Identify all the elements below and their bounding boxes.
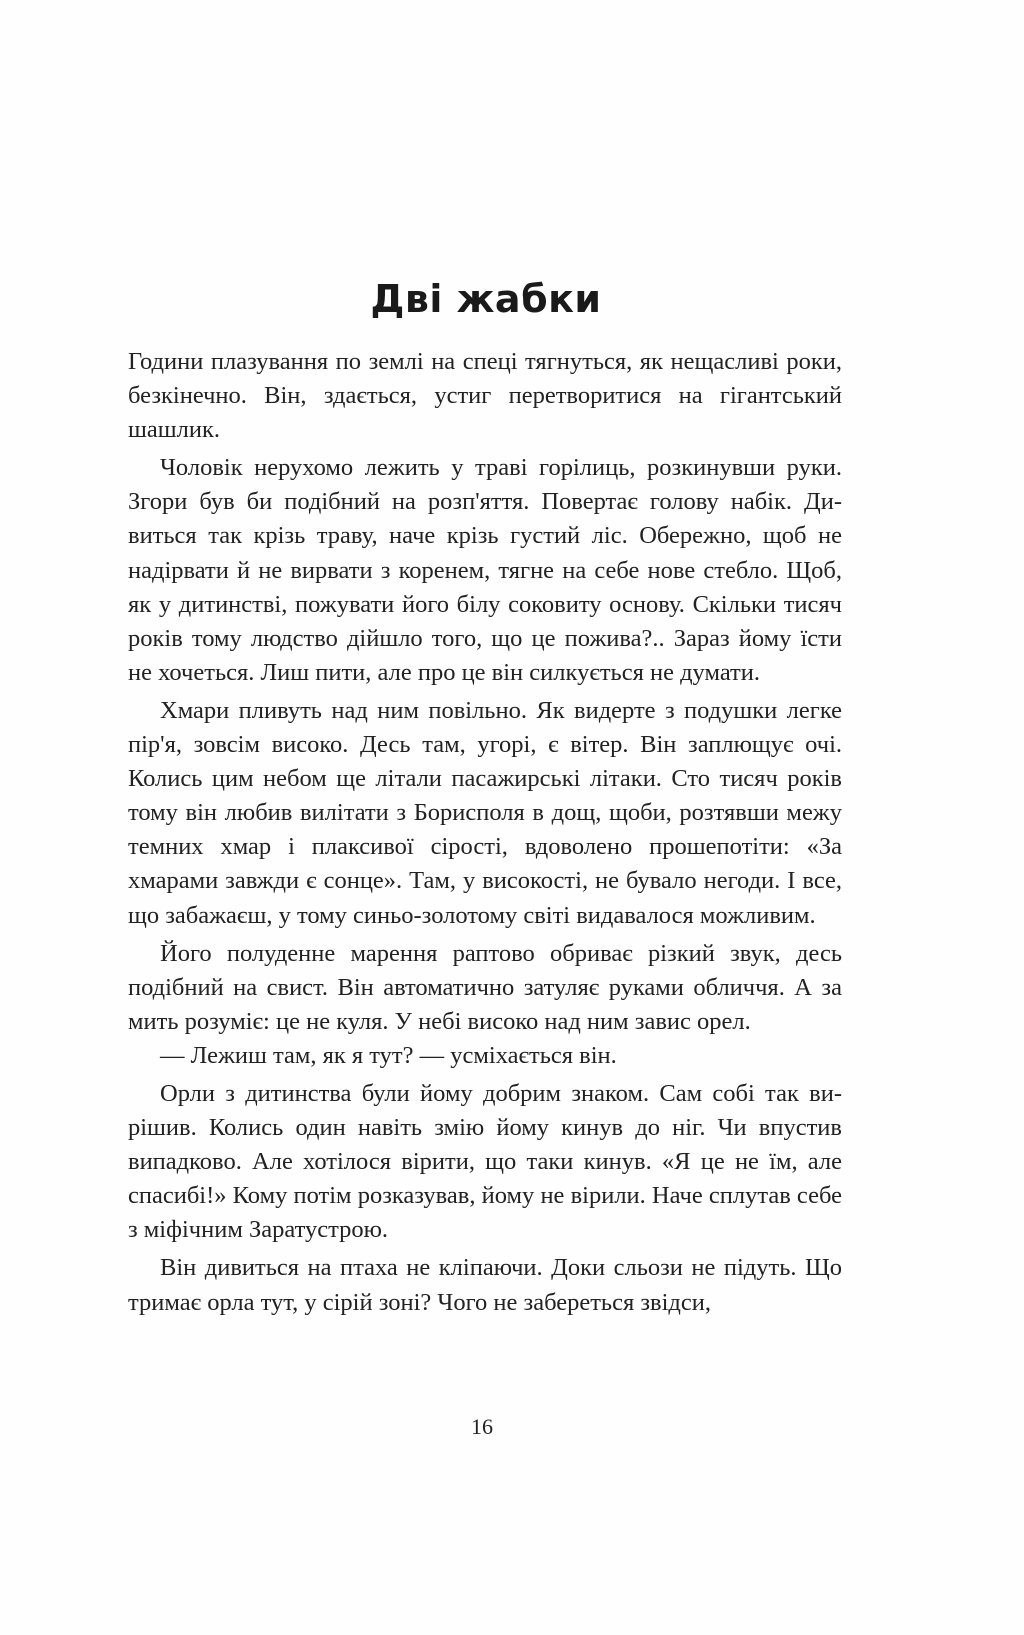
paragraph: Чоловік нерухомо лежить у траві горілиць, розкинувши руки. Згори був би подібний на розп'яття. Повертає голову набік. Дивиться так крізь траву, наче крізь густий ліс. Обережно, щоб не надірвати й не вирвати з коренем, тягне на себе нове стебло. Щоб, як у дитинстві, пожувати його білу соковиту основу. Скільки тисяч років тому людство дійшло того, що це пожива?.. Зараз йому їсти не хочеться. Лиш пити, але про це він силкується не думати. [128, 454, 842, 686]
page-number: 16 [471, 1414, 493, 1439]
chapter-body [128, 345, 842, 1320]
chapter-title: Дві жабки [370, 277, 602, 322]
paragraph: Він дивиться на птаха не кліпаючи. Доки сльози не підуть. Що тримає орла тут, у сірій зоні? Чого не забереться звідси, [128, 1254, 842, 1316]
paragraph: Хмари пливуть над ним повільно. Як видерте з подушки легке пір'я, зовсім високо. Десь там, угорі, є вітер. Він заплющує очі. Колись цим небом ще літали пасажирські літаки. Сто тисяч років тому він любив вилітати з Борисполя в дощ, щоби, розтявши межу темних хмар і плаксивої сірості, вдоволено прошепотіти: «За хмарами завжди є сонце». Там, у високості, не бувало негоди. І все, що забажаєш, у тому синьо-золотому світі видавалося можливим. [128, 696, 842, 929]
paragraph: Години плазування по землі на спеці тягнуться, як нещасливі роки, безкінечно. Він, здається, устиг перетворитися на гігантський шашлик. [128, 348, 842, 444]
paragraph: Його полуденне марення раптово обриває різкий звук, десь подібний на свист. Він автоматично затуляє руками обличчя. А за мить розуміє: це не куля. У небі високо над ним завис орел. [128, 939, 842, 1035]
paragraph: Орли з дитинства були йому добрим знаком. Сам собі так вирішив. Колись один навіть змію йому кинув до ніг. Чи впустив випадково. Але хотілося вірити, що таки кинув. «Я це не їм, але спасибі!» Кому потім розказував, йому не вірили. Наче сплутав себе з міфічним Заратустрою. [128, 1079, 842, 1244]
dialogue-line: — Лежиш там, як я тут? — усміхається він. [160, 1041, 617, 1069]
